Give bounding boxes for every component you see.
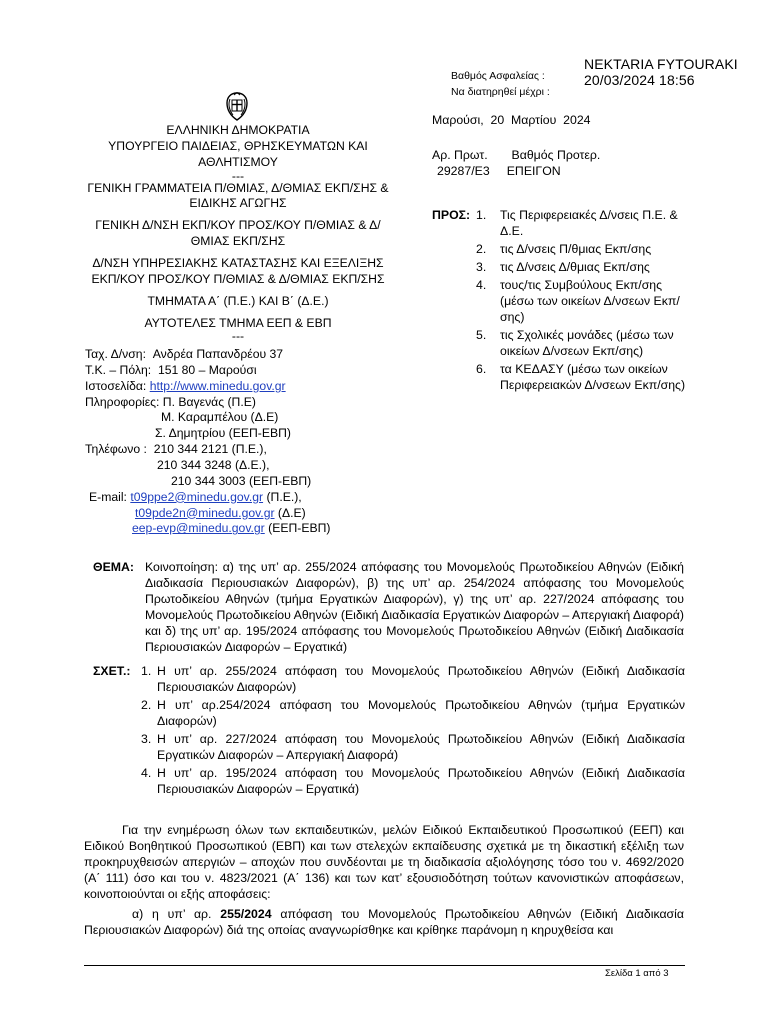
list-item — [141, 698, 685, 730]
email-link[interactable]: t09ppe2@minedu.gov.gr — [130, 489, 264, 504]
website-link[interactable]: http://www.minedu.gov.gr — [149, 378, 286, 393]
list-item — [476, 362, 698, 394]
header-separator: --- — [231, 329, 245, 344]
list-item — [141, 766, 685, 798]
info-contact: Μ. Καραμπέλου (Δ.Ε) — [161, 410, 279, 425]
item-number: 3. — [476, 259, 487, 274]
item-text: τους/τις Συμβούλους Εκπ/σης (μέσω των οικείων Δ/νσεων Εκπ/σης) — [500, 277, 680, 324]
header-line: ΓΕΝΙΚΗ ΓΡΑΜΜΑΤΕΙΑ Π/ΘΜΙΑΣ, Δ/ΘΜΙΑΣ ΕΚΠ/ΣΗΣ & ΕΙΔΙΚΗΣ ΑΓΩΓΗΣ — [87, 180, 389, 211]
item-text: Η υπ’ αρ. 255/2024 απόφαση του Μονομελούς Πρωτοδικείου Αθηνών (Ειδική Διαδικασία Περιουσιακών Διαφορών) — [157, 664, 685, 694]
body-paragraph: Για την ενημέρωση όλων των εκπαιδευτικών, μελών Ειδικού Εκπαιδευτικού Προσωπικού (ΕΕΠ) και Ειδικού Βοηθητικού Προσωπικού (ΕΒΠ) και των στελεχών εκπαίδευσης σχετικά με τη δικαστική εξέλιξη των προκηρυχθεισών απεργιών – αποχών που συνδέονται με τη διαδικασία αξιολόγησης τόσο του ν. 4692/2020 (Α΄ 111) όσο και του ν. 4823/2021 (Α΄ 136) και των κατ’ εξουσιοδότηση τούτων κανονιστικών αποφάσεων, κοινοποιούνται οι εξής αποφάσεις: — [84, 823, 684, 901]
item-text: τις Δ/νσεις Δ/θμιας Εκπ/σης — [500, 259, 650, 274]
protocol-header: Αρ. Πρωτ. Βαθμός Προτερ. — [432, 148, 601, 162]
email-note: (ΕΕΠ-ΕΒΠ) — [264, 521, 331, 536]
postcode-label: Τ.Κ. – Πόλη: — [85, 362, 158, 377]
header-line: ΕΛΛΗΝΙΚΗ ΔΗΜΟΚΡΑΤΙΑ — [166, 123, 310, 137]
list-item — [476, 278, 698, 326]
email-link[interactable]: eep-evp@minedu.gov.gr — [132, 521, 265, 536]
item-number: 4. — [476, 277, 487, 292]
header-line: Δ/ΝΣΗ ΥΠΗΡΕΣΙΑΚΗΣ ΚΑΤΑΣΤΑΣΗΣ ΚΑΙ ΕΞΕΛΙΞΗΣ ΕΚΠ/ΚΟΥ ΠΡΟΣ/ΚΟΥ Π/ΘΜΙΑΣ & Δ/ΘΜΙΑΣ ΕΚΠ/ΣΗΣ — [91, 256, 385, 286]
security-block — [451, 69, 550, 101]
paragraph-text: απόφαση του Μονομελούς Πρωτοδικείου Αθηνών (Ειδική Διαδικασία Περιουσιακών Διαφορών) διά της οποίας αναγνωρίσθηκε και κρίθηκε παράνομη η κηρυχθείσα και — [84, 907, 684, 937]
item-text: Η υπ’ αρ. 195/2024 απόφαση του Μονομελούς Πρωτοδικείου Αθηνών (Ειδική Διαδικασία Περιουσιακών Διαφορών – Εργατικά) — [157, 765, 685, 796]
info-label: Πληροφορίες: — [85, 394, 163, 409]
list-item — [476, 260, 698, 276]
item-number: 6. — [476, 361, 487, 376]
item-text: Η υπ’ αρ.254/2024 απόφαση του Μονομελούς Πρωτοδικείου Αθηνών (τμήμα Εργατικών Διαφορών) — [157, 697, 685, 728]
list-item — [141, 732, 685, 764]
item-number: 3. — [141, 731, 152, 746]
header-line: ΓΕΝΙΚΗ Δ/ΝΣΗ ΕΚΠ/ΚΟΥ ΠΡΟΣ/ΚΟΥ Π/ΘΜΙΑΣ & Δ/ΘΜΙΑΣ ΕΚΠ/ΣΗΣ — [95, 218, 381, 249]
item-text: Η υπ’ αρ. 227/2024 απόφαση του Μονομελούς Πρωτοδικείου Αθηνών (Ειδική Διαδικασία Εργατικών Διαφορών – Απεργιακή Διαφορά) — [157, 731, 685, 762]
header-line: ΥΠΟΥΡΓΕΙΟ ΠΑΙΔΕΙΑΣ, ΘΡΗΣΚΕΥΜΑΤΩΝ ΚΑΙ ΑΘΛΗΤΙΣΜΟΥ — [108, 138, 368, 169]
item-number: 5. — [476, 327, 487, 342]
phone-label: Τηλέφωνο : — [85, 442, 154, 457]
related-label: ΣΧΕΤ.: — [93, 664, 131, 678]
header-line: ΤΜΗΜΑΤΑ Α΄ (Π.Ε.) ΚΑΙ Β΄ (Δ.Ε.) — [147, 293, 329, 308]
subject-label: ΘΕΜΑ: — [93, 560, 134, 574]
page-number: Σελίδα 1 από 3 — [605, 968, 669, 979]
issuer-header — [84, 123, 392, 344]
item-number: 2. — [476, 241, 487, 256]
signer-name: NEKTARIA FYTOURAKI — [584, 56, 738, 72]
subject-text: Κοινοποίηση: α) της υπ’ αρ. 255/2024 απόφασης του Μονομελούς Πρωτοδικείου Αθηνών (Ειδική Διαδικασία Περιουσιακών Διαφορών), β) της υπ’ αρ. 254/2024 απόφασης του Μονομελούς Πρωτοδικείου Αθηνών (τμήμα Εργατικών Διαφορών), γ) της υπ’ αρ. 227/2024 απόφασης του Μονομελούς Πρωτοδικείου Αθηνών (Ειδική Διαδικασία Εργατικών Διαφορών – Απεργιακή Διαφορά) και δ) της υπ’ αρ. 195/2024 απόφασης του Μονομελούς Πρωτοδικείου Αθηνών (Ειδική Διαδικασία Περιουσιακών Διαφορών – Εργατικά) — [145, 560, 684, 654]
footer-divider — [84, 965, 685, 966]
address-label: Ταχ. Δ/νση: — [85, 347, 153, 361]
address-value: Ανδρέα Παπανδρέου 37 — [152, 347, 284, 361]
list-item — [141, 664, 685, 696]
body-paragraph — [84, 907, 684, 939]
recipients-list — [476, 208, 698, 396]
item-number: 1. — [476, 208, 487, 222]
item-text: τα ΚΕΔΑΣΥ (μέσω των οικείων Περιφερειακών Δ/νσεων Εκπ/σης) — [500, 361, 686, 392]
contact-block — [85, 347, 415, 537]
greek-coat-of-arms-icon — [221, 91, 253, 123]
item-number: 2. — [141, 697, 152, 712]
item-text: τις Δ/νσεις Π/θμιας Εκπ/σης — [500, 241, 652, 256]
protocol-value: 29287/Ε3 ΕΠΕΙΓΟΝ — [437, 164, 561, 178]
subject-block — [93, 560, 684, 656]
item-number: 1. — [141, 664, 152, 678]
list-item — [476, 242, 698, 258]
list-item — [476, 328, 698, 360]
header-separator: --- — [231, 168, 245, 183]
item-text: τις Σχολικές μονάδες (μέσω των οικείων Δ/νσεων Εκπ/σης) — [500, 327, 674, 358]
recipients-label: ΠΡΟΣ: — [432, 208, 471, 222]
signature-datetime: 20/03/2024 18:56 — [584, 71, 695, 88]
related-list — [141, 664, 685, 800]
list-item — [476, 208, 698, 240]
security-level-label: Βαθμός Ασφαλείας : — [451, 70, 545, 82]
info-contact: Π. Βαγενάς (Π.Ε) — [162, 394, 256, 409]
website-label: Ιστοσελίδα: — [85, 378, 150, 393]
email-label: E-mail: — [89, 489, 131, 504]
phone-number: 210 344 3003 (ΕΕΠ-ΕΒΠ) — [171, 473, 312, 488]
postcode-value: 151 80 – Μαρούσι — [157, 362, 257, 377]
phone-number: 210 344 2121 (Π.Ε.), — [153, 442, 267, 457]
email-note: (Δ.Ε) — [274, 505, 306, 520]
header-line: ΑΥΤΟΤΕΛΕΣ ΤΜΗΜΑ ΕΕΠ & ΕΒΠ — [144, 315, 332, 330]
item-number: 4. — [141, 765, 152, 780]
item-text: Τις Περιφερειακές Δ/νσεις Π.Ε. & Δ.Ε. — [500, 208, 678, 238]
email-note: (Π.Ε.), — [263, 489, 302, 504]
document-date: Μαρούσι, 20 Μαρτίου 2024 — [432, 113, 591, 127]
email-link[interactable]: t09pde2n@minedu.gov.gr — [135, 505, 275, 520]
keep-until-label: Να διατηρηθεί μέχρι : — [451, 85, 550, 98]
decision-number: 255/2024 — [220, 907, 272, 921]
digital-signature — [584, 57, 738, 89]
paragraph-text: α) η υπ’ αρ. — [132, 907, 221, 921]
phone-number: 210 344 3248 (Δ.Ε.), — [157, 458, 270, 473]
info-contact: Σ. Δημητρίου (ΕΕΠ-ΕΒΠ) — [155, 426, 291, 441]
